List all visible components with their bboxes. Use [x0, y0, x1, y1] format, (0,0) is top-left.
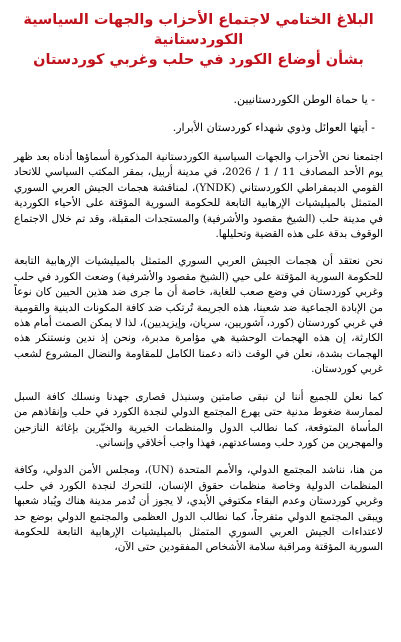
title-line-1: البلاغ الختامي لاجتماع الأحزاب والجهات السياسية الكوردستانية [23, 12, 374, 48]
greeting-1: - يا حماة الوطن الكوردستانيين. [233, 93, 375, 106]
title-line-2: بشأن أوضاع الكورد في حلب وغربي كوردستان [33, 52, 364, 68]
paragraph-1: اجتمعنا نحن الأحزاب والجهات السياسية الكوردستانية المذكورة أسماؤها أدناه بعد ظهر يوم الأحد المصادف 11 / 1 / 2026، في مدينة أربيل، بمقر المكتب السياسي للاتحاد القومي الديمقراطي الكوردستاني (YNDK)، لمناقشة هجمات الجيش العربي السوري المتمثل بالميليشيات الإرهابية التابعة للحكومة السورية المؤقتة على الأحياء الكوردية في مدينة حلب (الشيخ مقصود والأشرفية) والمستجدات المقبلة، وقد تم خلال الاجتماع الوقوف بدقة على هذه القضية وتحليلها. [14, 151, 383, 241]
paragraph-4: من هنا، نناشد المجتمع الدولي، والأمم المتحدة (UN)، ومجلس الأمن الدولي، وكافة المنظمات الدولية وخاصة منظمات حقوق الإنسان، للتحرك لنجدة الكورد في حلب وغربي كوردستان وعدم البقاء مكتوفي الأيدي، لا يجوز أن تُدمر مدينة هناك ويُباد شعبها ويبقى المجتمع الدولي متفرجاً، كما نطالب الدول العظمى والمجتمع الدولي بوضع حد لاعتداءات الجيش العربي السوري المتمثل بالميليشيات الإرهابية التابعة للحكومة السورية المؤقتة ومراقبة سلامة الأشخاص المفقودين حتى الآن، [14, 464, 383, 554]
paragraph-3: كما نعلن للجميع أننا لن نبقى صامتين وسنبذل قصارى جهدنا ونسلك كافة السبل لممارسة ضغوط مدنية حتى يهرع المجتمع الدولي لنجدة الكورد في حلب وإنقاذهم من المأساة المتوقعة، كما نطالب الدول والمنظمات الخيرية والخيّرين بإغاثة النازحين والمهجرين من كورد حلب ومساعدتهم، فهذا واجب أخلاقي وإنساني. [14, 390, 383, 449]
greeting-2: - أيتها العوائل وذوي شهداء كوردستان الأبرار. [172, 121, 375, 134]
document-title [14, 10, 383, 70]
paragraph-2: نحن نعتقد أن هجمات الجيش العربي السوري المتمثل بالميليشيات الإرهابية التابعة للحكومة السورية المؤقتة على حيي (الشيخ مقصود والأشرفية) وضعت الكورد في حلب وغربي كوردستان في وضع صعب للغاية، خاصة أن ما جرى ضد هذين الحيين كان نوعاً من الإبادة الجماعية ضد شعبنا، هذه الجريمة تُرتكب ضد كافة المكونات الدينية والقومية في غربي كوردستان (كورد، آشوريين، سريان، وإيزيديين)، لذا لا يمكن الصمت أمام هذه الكارثة، إن هذه الهجمات الوحشية هي مؤامرة مدبرة، ونحن إذ ندين ونستنكر هذه الهجمات بشدة، نعلن في الوقت ذاته دعمنا الكامل للمقاومة والنضال المشروع لشعب غربي كوردستان. [14, 255, 383, 376]
